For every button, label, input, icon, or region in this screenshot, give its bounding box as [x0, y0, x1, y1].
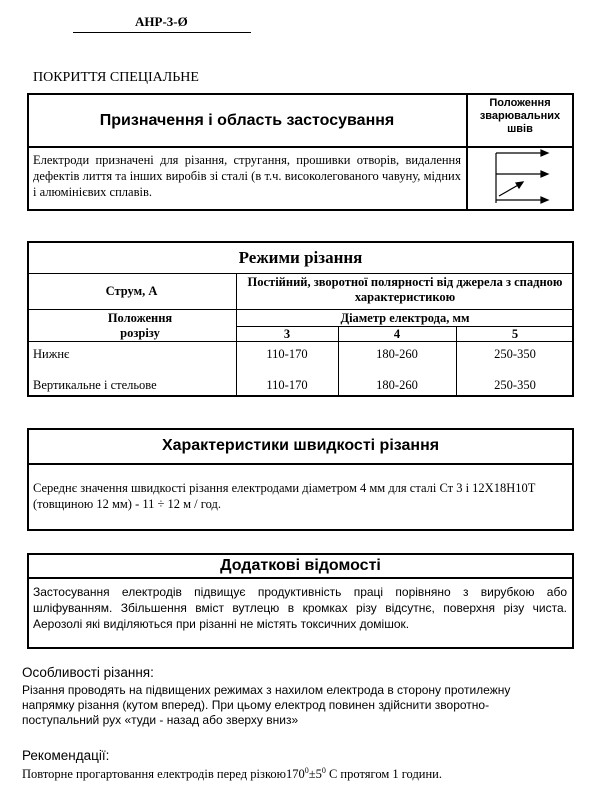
additional-title: Додаткові відомості	[220, 557, 381, 574]
features-text: Різання проводять на підвищених режимах з нахилом електрода в сторону протилежну напрямку різання (кутом вперед). При цьому електрод повинен здійснити зворотно-поступальний рух «туди - назад або зверху вниз»	[22, 683, 511, 727]
row-vertical-d5: 250-350	[494, 378, 536, 392]
speed-title-divider	[27, 463, 574, 465]
speed-title: Характеристики швидкості різання	[161, 437, 440, 454]
purpose-column-divider	[466, 93, 468, 211]
diameter-4: 4	[393, 327, 401, 341]
row-vertical-d3: 110-170	[266, 378, 308, 392]
cut-position-label: Положення розрізу	[107, 311, 173, 340]
row-bottom-d4: 180-260	[376, 347, 418, 361]
diameter-label: Діаметр електрода, мм	[340, 311, 470, 325]
modes-title: Режими різання	[238, 248, 363, 267]
features-title: Особливості різання:	[22, 665, 154, 680]
current-value: Постійний, зворотної полярності від джерела з спадною характеристикою	[247, 275, 563, 304]
row-bottom-d3: 110-170	[266, 347, 308, 361]
code-underline	[73, 32, 251, 33]
purpose-text: Електроди призначені для різання, стругання, прошивки отворів, видалення дефектів лиття та інших виробів зі сталі (в т.ч. високолегованого чавуну, мідних і алюмінієвих сплавів.	[33, 153, 461, 199]
recommendations-text: Повторне прогартовання електродів перед $різкою170^0\pm 5^0$ С протягом 1 години.	[22, 766, 442, 782]
speed-text: Середнє значення швидкості різання електродами діаметром 4 мм для сталі Ст 3 і 12Х18Н10Т (товщиною 12 мм) - 11 ÷ 12 м / год.	[33, 481, 536, 511]
electrode-code: АНР-3-Ø	[135, 14, 188, 29]
coating-category: ПОКРИТТЯ СПЕЦІАЛЬНЕ	[33, 70, 199, 85]
weld-positions-icon	[490, 148, 554, 208]
row-position-vertical: Вертикальне і стельове	[33, 378, 157, 392]
recommendations-title: Рекомендації:	[22, 748, 110, 763]
row-position-bottom: Нижнє	[33, 347, 70, 361]
additional-title-divider	[27, 577, 574, 579]
modes-current-divider	[27, 309, 574, 310]
modes-title-divider	[27, 273, 574, 274]
diameter-5: 5	[511, 327, 519, 341]
row-vertical-d4: 180-260	[376, 378, 418, 392]
purpose-title: Призначення і область застосування	[99, 112, 395, 129]
additional-text: Застосування електродів підвищує продуктивність праці порівняно з вирубкою або шліфуванням. Збільшення вміст вутлецю в кромках різу відсутнє, поверхня різу чиста. Аерозолі які виділяються при різанні не містять токсичних домішок.	[33, 585, 567, 631]
weld-positions-label: Положення зварювальних швів	[479, 97, 561, 135]
diameter-3: 3	[283, 327, 291, 341]
current-label: Струм, А	[105, 284, 158, 298]
row-bottom-d5: 250-350	[494, 347, 536, 361]
